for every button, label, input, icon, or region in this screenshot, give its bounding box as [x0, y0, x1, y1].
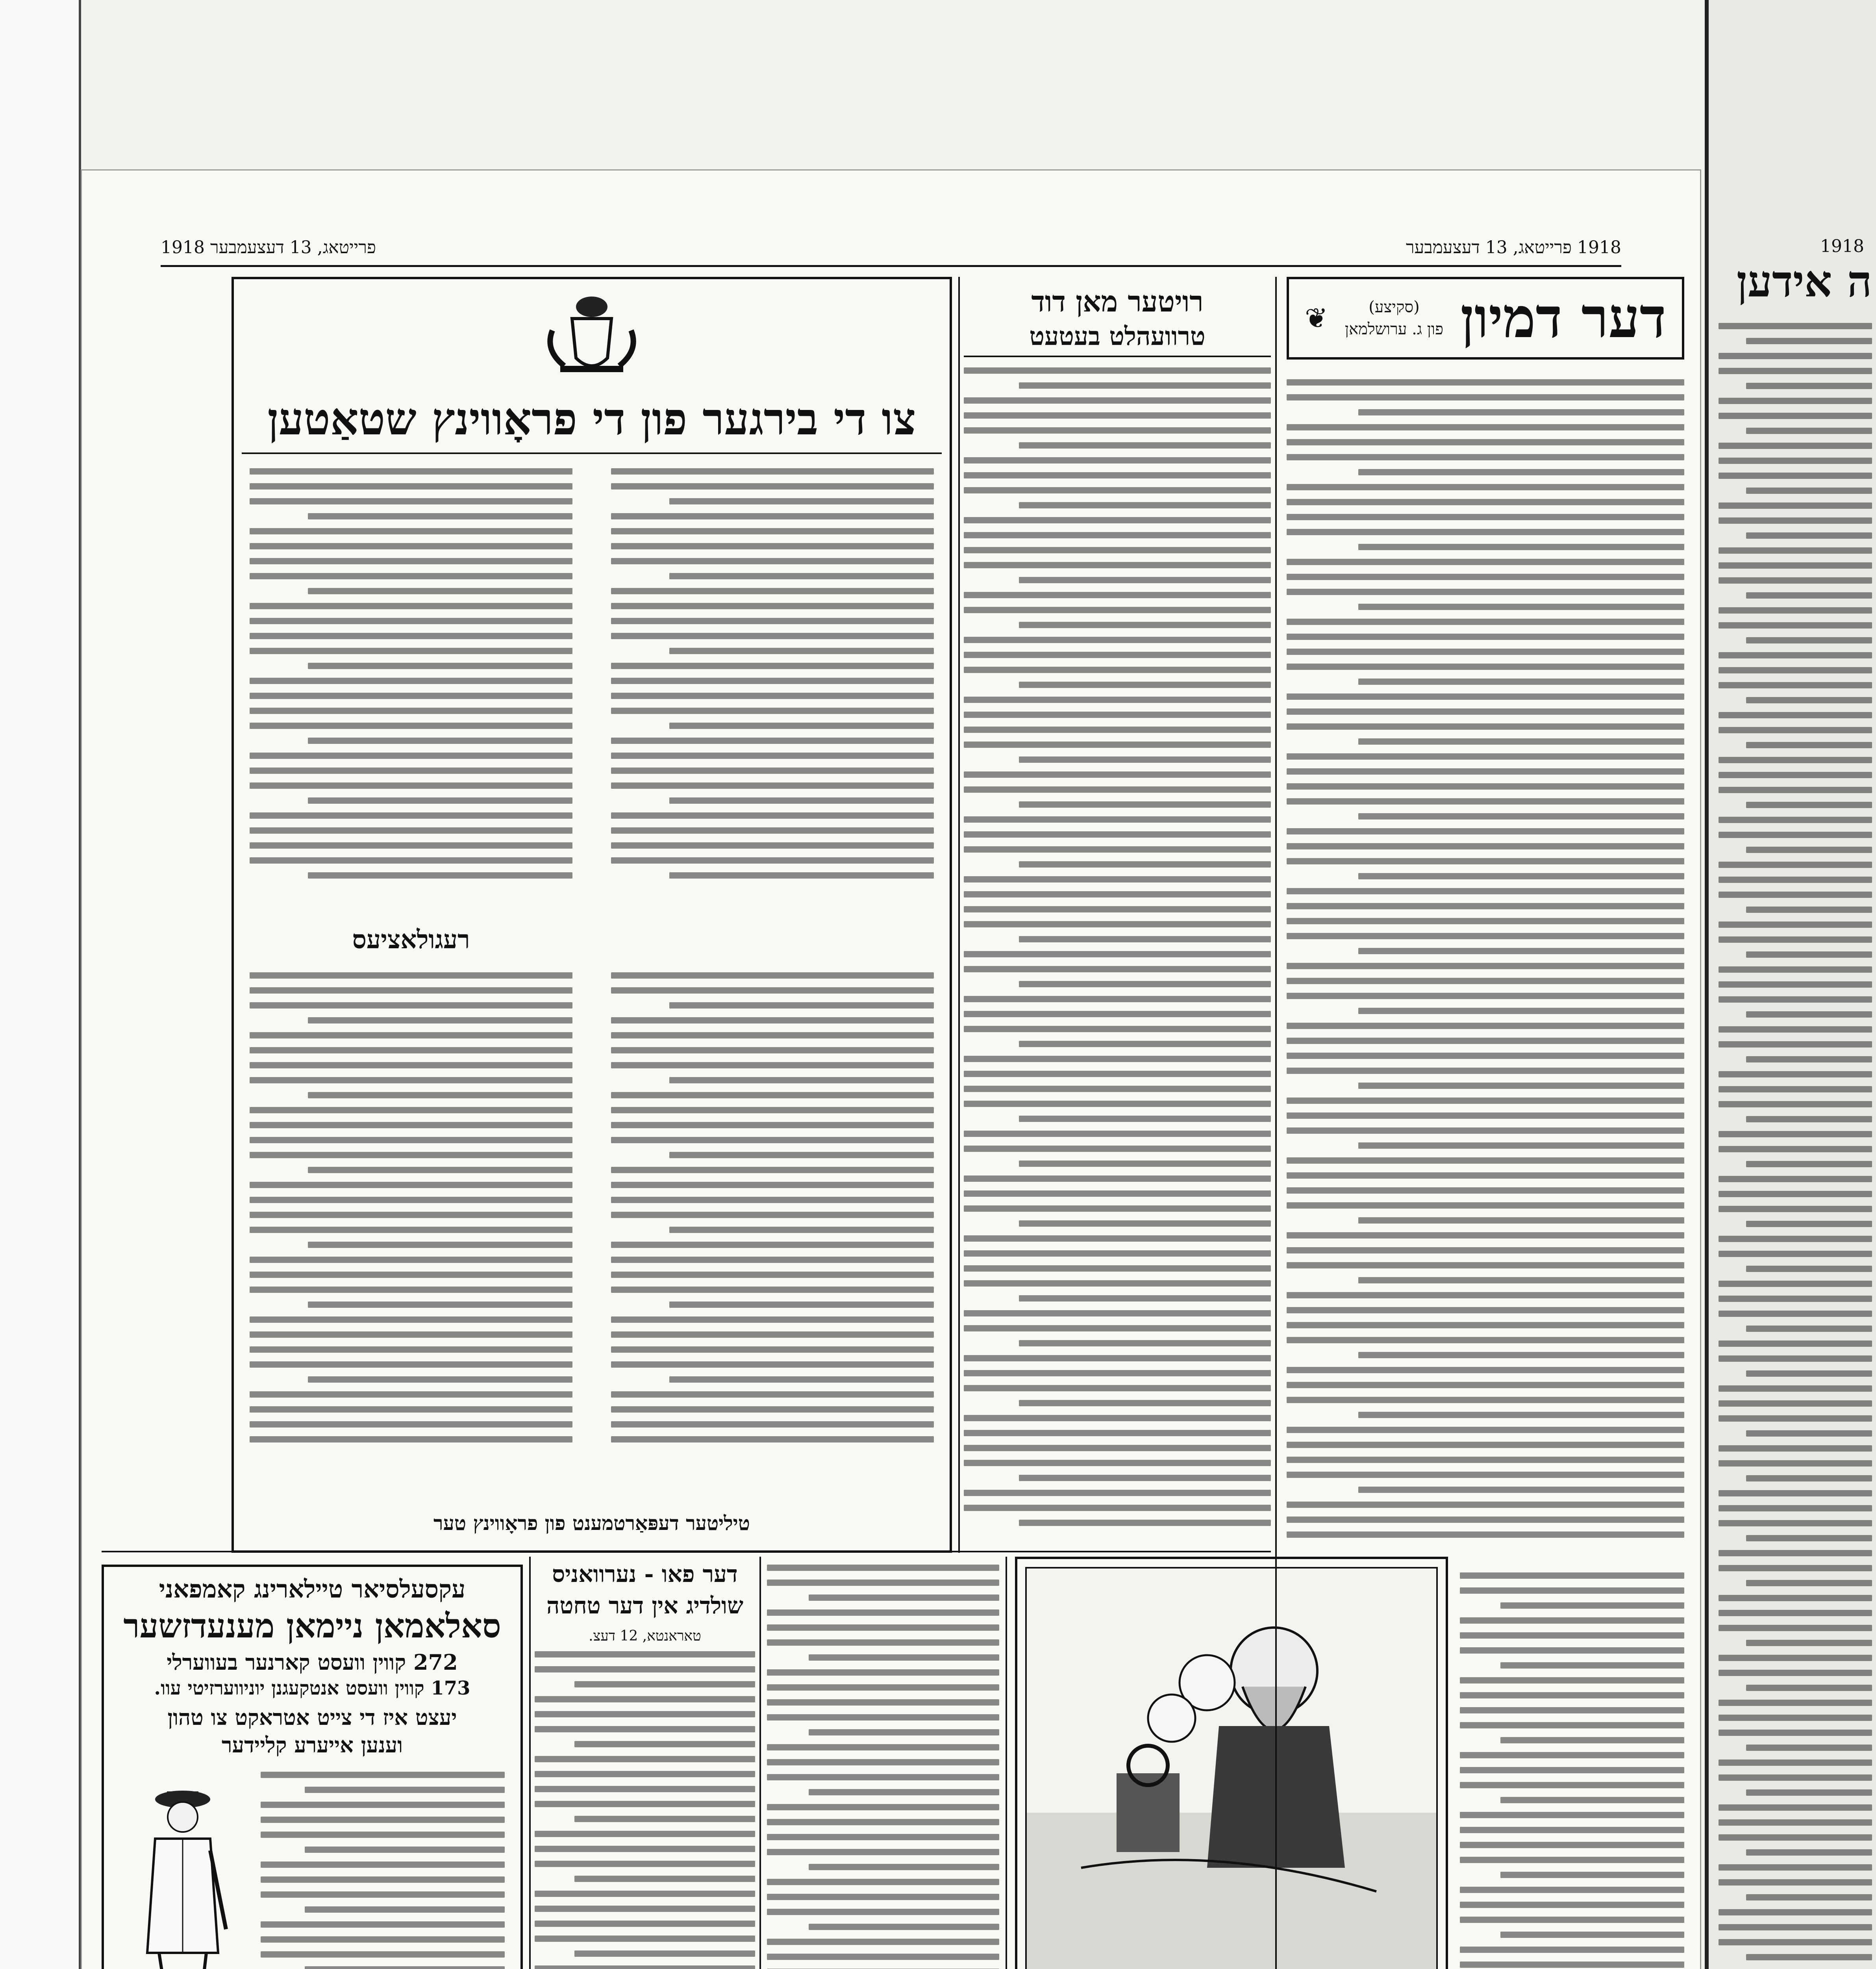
province-law-body-right [611, 468, 934, 909]
adjacent-page-left-edge [0, 0, 81, 1969]
paper-hats-body [535, 1651, 755, 1969]
fleuron-icon: ❦ [1305, 302, 1328, 334]
province-law-signature: טיליטער דעפּאַרטמענט פון פראָווינץ טער [433, 1511, 750, 1535]
dimion-author: פון ג. ערושלמאן [1344, 320, 1444, 338]
right-page-date: 1918 [1820, 236, 1864, 256]
column-dimion [1283, 277, 1684, 1557]
ad-weinberg-bank [1015, 1557, 1448, 1969]
excelsior-body [261, 1772, 505, 1969]
dateline-right: 1918 פרייטאג, 13 דעצעמבער [1406, 237, 1621, 258]
paper-hats-dateline: טאראנטא, 12 דעצ. [589, 1628, 701, 1644]
column-paper-hats [535, 1557, 755, 1969]
dimion-title: דער דמיון [1460, 286, 1666, 350]
adjacent-page-right [1705, 0, 1876, 1969]
david-subtitle: טרוועהלט בעטעט [1029, 322, 1206, 351]
paper-hats-subtitle: שולדיג אין דער טחטה [546, 1592, 744, 1619]
excelsior-offer2: וענען אייערע קליידער [221, 1732, 403, 1758]
ad-excelsior-tailoring [102, 1565, 523, 1969]
coat-of-arms-icon [537, 291, 647, 378]
article-province-law [231, 277, 952, 1553]
province-law-rules-right [611, 972, 934, 1484]
province-law-body-left [250, 468, 572, 909]
dimion-header [1287, 277, 1684, 360]
page-dateline [161, 237, 1621, 267]
excelsior-address2: 173 קווין וועסט אנטקעגנן יוניווערזיטי עוו. [154, 1677, 470, 1699]
dimion-body [1287, 379, 1684, 1541]
tailored-man-illustration [120, 1772, 246, 1969]
excelsior-address1: 272 קווין וועסט קארנער בעווערלי [167, 1650, 458, 1675]
grandfather-with-children-illustration [1025, 1567, 1438, 1969]
excelsior-offer: יעצט איז די צייט אטראקט צו טהון [167, 1705, 457, 1730]
paper-hats-title: דער פאו - נערוואניס [552, 1561, 738, 1587]
excelsior-headline-name: סאלאמאן ניימאן מענעדזשער [123, 1606, 501, 1645]
dimion-genre: (סקיצע) [1369, 298, 1420, 316]
province-law-rules-left [250, 972, 572, 1484]
newspaper-page [81, 169, 1701, 1969]
dateline-left: פרייטאג, 13 דעצעמבער 1918 [161, 237, 376, 258]
excelsior-headline-top: עקסעלסיאר טיילארינג קאמפאני [159, 1575, 466, 1604]
right-page-body [1719, 323, 1872, 1969]
middle-body [767, 1565, 999, 1969]
david-title: רויטער מאן דוד [1031, 285, 1204, 318]
province-law-title: צו די בירגער פון די פראָווינץ שטאַטען [267, 393, 916, 445]
right-page-headline: ה אידען [1736, 256, 1872, 307]
column-david [964, 277, 1271, 1557]
province-law-subtitle: רעגולאציעס [352, 925, 470, 955]
dimion-body-continued [1460, 1572, 1684, 1969]
column-middle [767, 1557, 999, 1969]
david-body [964, 367, 1271, 1541]
